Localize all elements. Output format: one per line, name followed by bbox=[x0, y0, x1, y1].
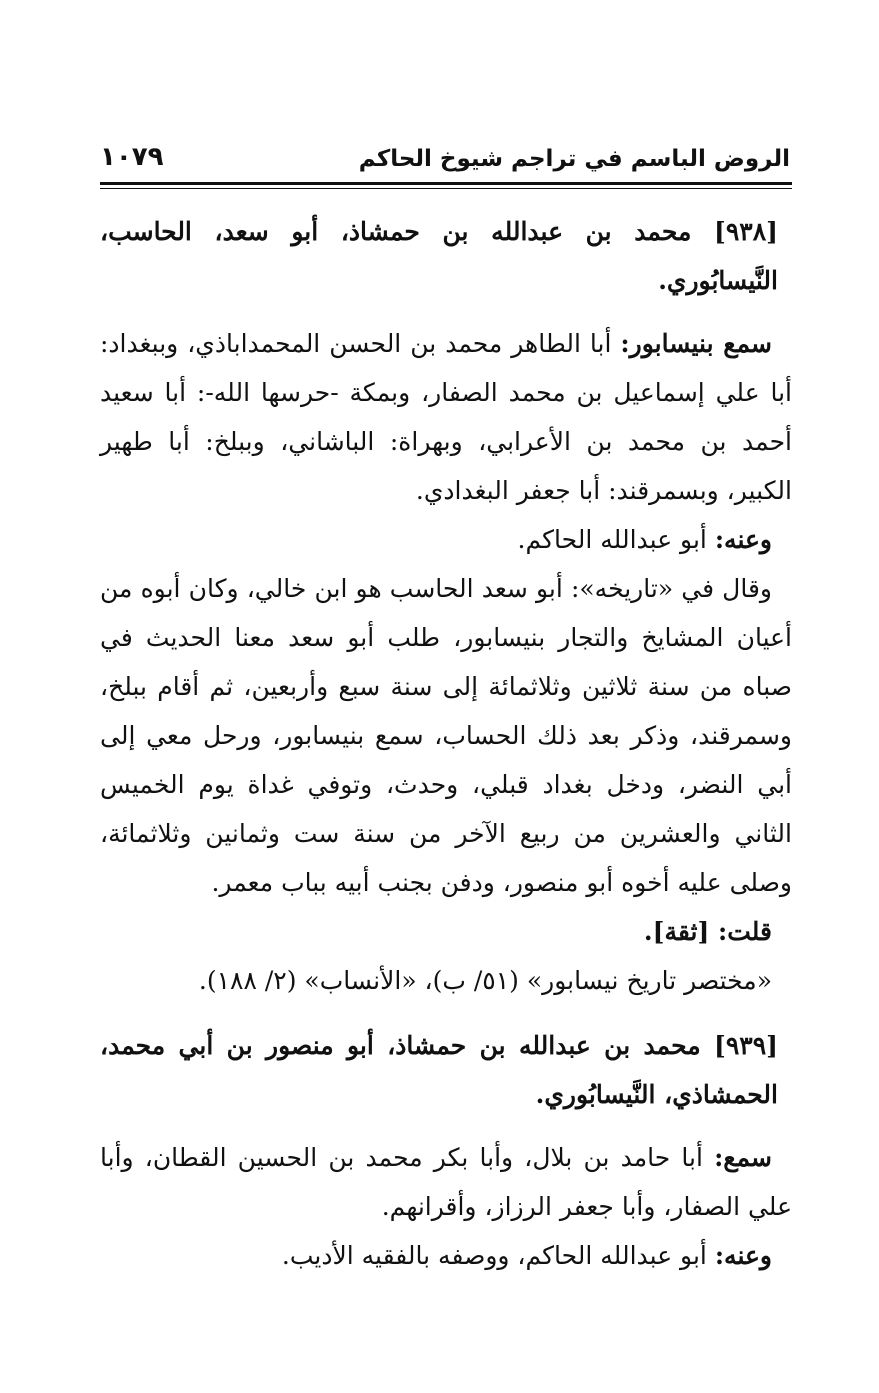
teachers-label: سمع بنيسابور: bbox=[620, 329, 772, 358]
teachers-text: أبا الطاهر محمد بن الحسن المحمداباذي، وببغداد: أبا علي إسماعيل بن محمد الصفار، وبمكة -حرسها الله-: أبا سعيد أحمد بن محمد بن الأعرابي، وبهراة: الباشاني، وببلخ: أبا طهير الكبير، وبسمرقند: أبا جعفر البغدادي. bbox=[100, 329, 792, 505]
students-text: أبو عبدالله الحاكم. bbox=[517, 525, 715, 554]
entry-938-sources: «مختصر تاريخ نيسابور» (٥١/ ب)، «الأنساب» (٢/ ١٨٨). bbox=[198, 966, 772, 995]
entry-heading-939: [٩٣٩] محمد بن عبدالله بن حمشاذ، أبو منصور بن أبي محمد، الحمشاذي، النَّيسابُوري. bbox=[100, 1031, 778, 1109]
students-label: وعنه: bbox=[714, 1241, 772, 1270]
entry-938-students bbox=[100, 515, 792, 564]
verdict-text: [ثقة]. bbox=[643, 917, 718, 946]
page-body bbox=[100, 207, 792, 1280]
entry-938-teachers bbox=[100, 319, 792, 515]
header-rule bbox=[100, 182, 792, 185]
students-label: وعنه: bbox=[714, 525, 772, 554]
running-title: الروض الباسم في تراجم شيوخ الحاكم bbox=[358, 146, 790, 172]
header-rule-thin bbox=[100, 188, 792, 189]
page-header bbox=[100, 140, 790, 180]
entry-938-biography: وقال في «تاريخه»: أبو سعد الحاسب هو ابن خالي، وكان أبوه من أعيان المشايخ والتجار بنيسابور، طلب أبو سعد معنا الحديث في صباه من سنة ثلاثين وثلاثمائة إلى سنة سبع وأربعين، ثم أقام ببلخ، وسمرقند، وذكر بعد ذلك الحساب، سمع بنيسابور، ورحل معي إلى أبي النضر، ودخل بغداد قبلي، وحدث، وتوفي غداة يوم الخميس الثاني والعشرين من ربيع الآخر من سنة ست وثمانين وثلاثمائة، وصلى عليه أخوه أبو منصور، ودفن بجنب أبيه بباب معمر. bbox=[100, 574, 792, 897]
students-text: أبو عبدالله الحاكم، ووصفه بالفقيه الأديب. bbox=[281, 1241, 715, 1270]
teachers-text: أبا حامد بن بلال، وأبا بكر محمد بن الحسين القطان، وأبا علي الصفار، وأبا جعفر الرزاز، وأقرانهم. bbox=[100, 1143, 792, 1221]
entry-939-teachers bbox=[100, 1133, 792, 1231]
verdict-label: قلت: bbox=[717, 917, 772, 946]
page-number: ١٠٧٩ bbox=[100, 142, 164, 172]
entry-heading-938: [٩٣٨] محمد بن عبدالله بن حمشاذ، أبو سعد، الحاسب، النَّيسابُوري. bbox=[100, 217, 778, 295]
entry-939-students bbox=[100, 1231, 792, 1280]
teachers-label: سمع: bbox=[714, 1143, 772, 1172]
section-gap bbox=[100, 1005, 792, 1021]
entry-938-verdict bbox=[100, 907, 792, 956]
